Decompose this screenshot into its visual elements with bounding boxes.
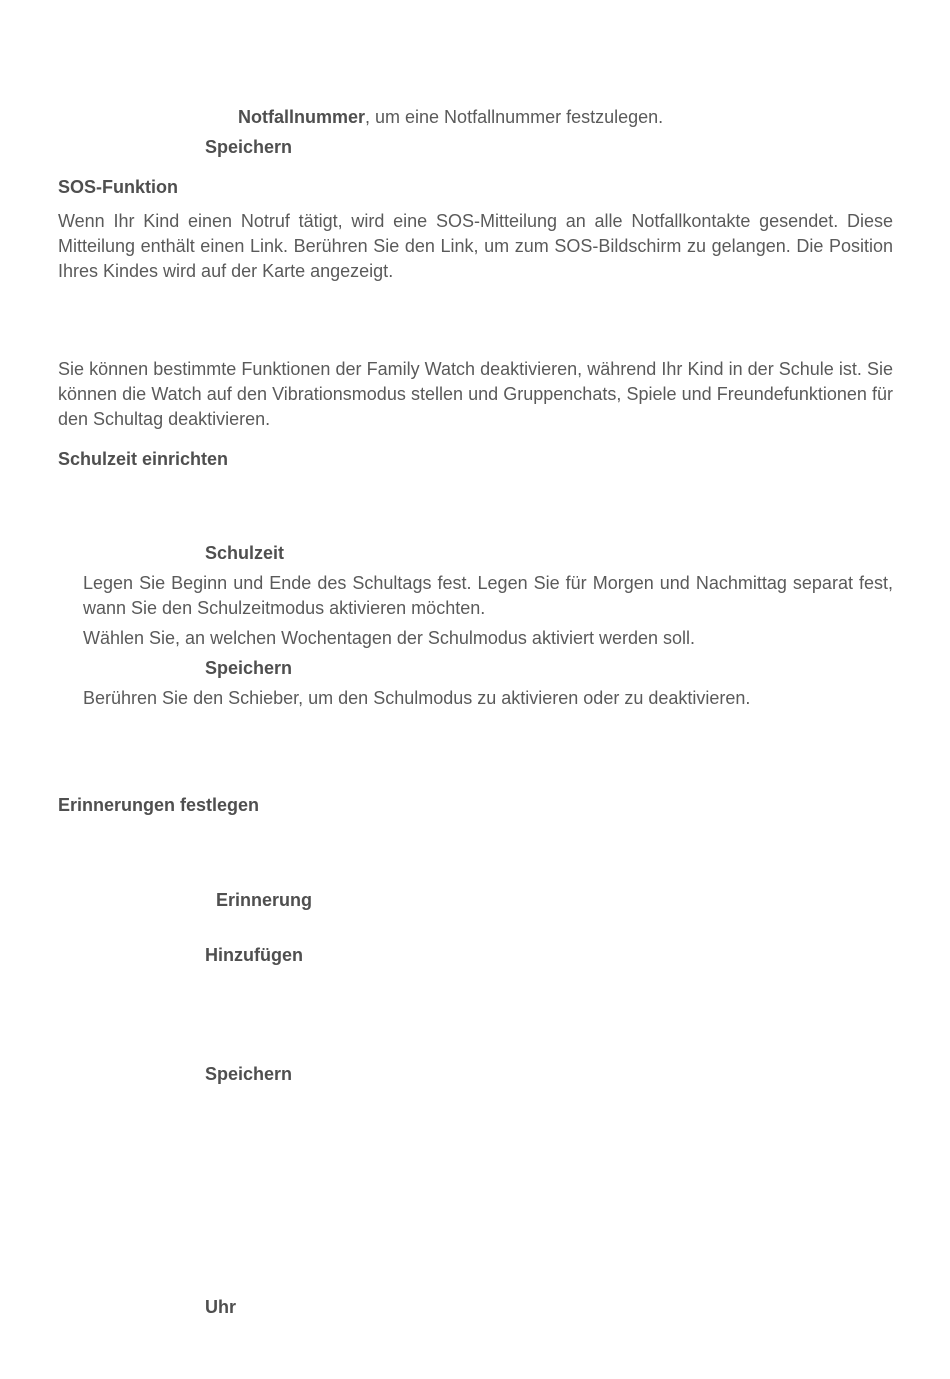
- school-intro-paragraph: Sie können bestimmte Funktionen der Family Watch deaktivieren, während Ihr Kind in der Schule ist. Sie können die Watch auf den Vibrationsmodus stellen und Gruppenchats, Spiele und Freundefunktionen für den Schultag deaktivieren.: [58, 359, 893, 429]
- reminders-heading: Erinnerungen festlegen: [58, 795, 260, 815]
- school-time-heading: Schulzeit einrichten: [58, 449, 229, 469]
- schulzeit-label: Schulzeit: [205, 543, 285, 563]
- save-label-1: Speichern: [205, 137, 293, 157]
- school-step-slider: Berühren Sie den Schieber, um den Schulmodus zu aktivieren oder zu deaktivieren.: [83, 688, 751, 708]
- save-label-3: Speichern: [205, 1064, 293, 1084]
- sos-heading: SOS-Funktion: [58, 177, 178, 197]
- uhr-label: Uhr: [205, 1297, 236, 1317]
- save-label-2: Speichern: [205, 658, 293, 678]
- sos-paragraph: Wenn Ihr Kind einen Notruf tätigt, wird eine SOS-Mitteilung an alle Notfallkontakte gesendet. Diese Mitteilung enthält einen Link. Berühren Sie den Link, um zum SOS-Bildschirm zu gelangen. Die Position Ihres Kindes wird auf der Karte angezeigt.: [58, 211, 893, 281]
- school-step-times: Legen Sie Beginn und Ende des Schultags fest. Legen Sie für Morgen und Nachmittag separat fest, wann Sie den Schulzeitmodus aktivieren möchten.: [83, 573, 893, 618]
- emergency-number-step: [238, 105, 663, 130]
- erinnerung-label: Erinnerung: [216, 890, 313, 910]
- emergency-number-term: Notfallnummer: [238, 107, 366, 127]
- add-label: Hinzufügen: [205, 945, 303, 965]
- emergency-number-text: , um eine Notfallnummer festzulegen.: [365, 107, 664, 127]
- school-step-weekdays: Wählen Sie, an welchen Wochentagen der Schulmodus aktiviert werden soll.: [83, 628, 695, 648]
